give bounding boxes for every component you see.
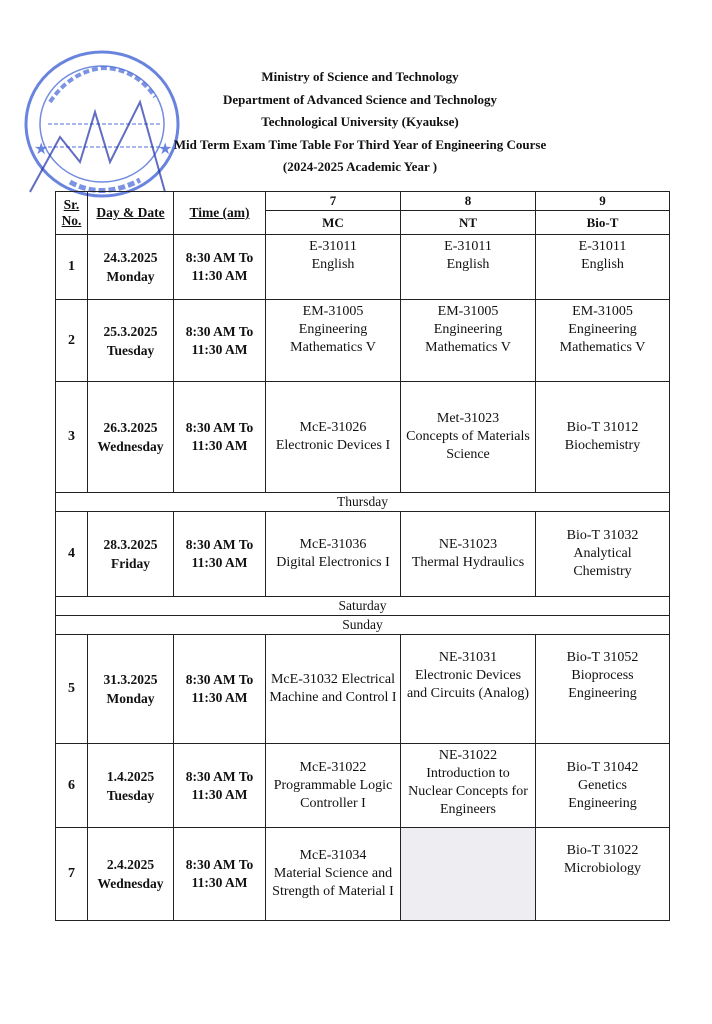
subject-line: Electronic Devices I (275, 438, 391, 453)
break-row (56, 597, 670, 616)
group-name: NT (401, 211, 536, 235)
subject-nt (401, 635, 536, 744)
subject-bio (536, 300, 670, 382)
subject-mc (266, 300, 401, 382)
subject-line: Programmable Logic (273, 777, 393, 793)
row-date: 26.3.2025 (103, 420, 158, 435)
subject-line: Genetics (578, 777, 627, 793)
group-number: 9 (536, 192, 670, 211)
table-row (56, 635, 670, 744)
subject-line: McE-31032 Electrical (270, 672, 395, 687)
row-date-cell (88, 512, 174, 597)
subject-line: McE-31026 (299, 420, 367, 435)
row-time-cell (174, 300, 266, 382)
header-department: Department of Advanced Science and Technology (222, 91, 498, 107)
subject-line: McE-31022 (299, 759, 367, 775)
subject-line: English (581, 257, 624, 272)
break-saturday: Saturday (56, 597, 670, 616)
subject-mc (266, 512, 401, 597)
subject-line: Microbiology (564, 861, 641, 876)
subject-line: Engineering (433, 322, 503, 337)
row-time-start: 8:30 AM To (185, 857, 254, 872)
subject-nt (401, 512, 536, 597)
row-day: Friday (111, 556, 150, 571)
subject-line: EM-31005 (302, 304, 364, 319)
row-day: Wednesday (97, 876, 164, 891)
subject-line: Engineering (568, 795, 637, 811)
row-time-cell (174, 512, 266, 597)
header-title: Mid Term Exam Time Table For Third Year of Engineering Course (173, 136, 547, 152)
row-date-cell (88, 828, 174, 921)
subject-line: McE-31034 (299, 848, 367, 863)
subject-mc (266, 635, 401, 744)
row-date-cell (88, 382, 174, 493)
row-time-end: 11:30 AM (191, 875, 248, 890)
break-row (56, 616, 670, 635)
row-date: 25.3.2025 (103, 323, 158, 339)
subject-line: E-31011 (578, 239, 627, 254)
subject-mc (266, 382, 401, 493)
row-sr: 6 (56, 744, 88, 828)
subject-line: Engineering (568, 322, 637, 337)
break-sunday: Sunday (56, 616, 670, 635)
row-time-start: 8:30 AM To (185, 537, 254, 552)
row-date-cell (88, 744, 174, 828)
subject-line: Bio-T 31032 (566, 528, 639, 543)
subject-line: Engineers (440, 802, 496, 817)
row-time-cell (174, 828, 266, 921)
row-time-start: 8:30 AM To (185, 672, 254, 687)
table-row (56, 512, 670, 597)
row-date: 28.3.2025 (103, 537, 158, 552)
subject-line: E-31011 (444, 239, 492, 254)
subject-line: Engineering (568, 686, 637, 701)
header-day-date: Day & Date (88, 192, 174, 235)
subject-line: Controller I (300, 795, 366, 811)
header-university: Technological University (Kyaukse) (261, 114, 459, 129)
row-date-cell (88, 235, 174, 300)
subject-bio (536, 744, 670, 828)
subject-line: EM-31005 (437, 304, 499, 319)
row-sr: 1 (56, 235, 88, 300)
subject-line: Bio-T 31012 (566, 420, 639, 435)
subject-line: Engineering (298, 322, 368, 337)
subject-bio (536, 635, 670, 744)
subject-line: EM-31005 (572, 304, 633, 319)
row-sr: 5 (56, 635, 88, 744)
subject-line: Met-31023 (436, 411, 500, 426)
group-number: 7 (266, 192, 401, 211)
exam-timetable (55, 191, 670, 921)
row-time-start: 8:30 AM To (185, 250, 254, 265)
subject-line: McE-31036 (299, 537, 367, 552)
subject-line: Machine and Control I (269, 690, 397, 705)
subject-line: Electronic Devices (414, 668, 522, 683)
group-name: Bio-T (536, 211, 670, 235)
row-time-end: 11:30 AM (191, 690, 248, 705)
row-time-cell (174, 382, 266, 493)
row-sr: 3 (56, 382, 88, 493)
table-row (56, 382, 670, 493)
subject-bio (536, 235, 670, 300)
svg-text:★: ★ (34, 141, 49, 158)
subject-line: Chemistry (573, 564, 632, 579)
header-ministry: Ministry of Science and Technology (261, 69, 459, 84)
table-row (56, 300, 670, 382)
subject-line: Concepts of Materials (406, 429, 530, 444)
subject-bio (536, 512, 670, 597)
subject-mc (266, 235, 401, 300)
break-row (56, 493, 670, 512)
subject-line: and Circuits (Analog) (406, 686, 530, 701)
subject-line: E-31011 (309, 239, 357, 254)
row-time-end: 11:30 AM (191, 268, 248, 283)
table-row (56, 235, 670, 300)
header-year: (2024-2025 Academic Year ) (282, 159, 438, 174)
subject-line: Thermal Hydraulics (411, 555, 525, 570)
subject-bio (536, 382, 670, 493)
subject-line: Nuclear Concepts for (408, 784, 528, 799)
row-time-cell (174, 635, 266, 744)
row-day: Tuesday (106, 342, 155, 358)
subject-line: Mathematics V (559, 340, 646, 355)
row-date: 1.4.2025 (106, 768, 155, 784)
subject-line: NE-31023 (438, 537, 498, 552)
subject-mc (266, 744, 401, 828)
subject-nt (401, 382, 536, 493)
subject-line: Bio-T 31052 (566, 650, 639, 665)
group-name: MC (266, 211, 401, 235)
row-sr: 2 (56, 300, 88, 382)
break-thursday: Thursday (56, 493, 670, 512)
table-row (56, 828, 670, 921)
document-header (150, 66, 570, 179)
subject-line: Mathematics V (425, 340, 511, 355)
row-date-cell (88, 635, 174, 744)
subject-line: Strength of Material I (272, 884, 394, 899)
row-time-end: 11:30 AM (191, 555, 248, 570)
row-day: Monday (106, 691, 155, 706)
subject-line: English (311, 257, 355, 272)
subject-line: Science (446, 447, 490, 462)
row-time-cell (174, 235, 266, 300)
svg-text:★: ★ (158, 141, 173, 158)
row-time-end: 11:30 AM (191, 438, 248, 453)
subject-nt (401, 744, 536, 828)
row-time-end: 11:30 AM (191, 786, 248, 802)
table-row (56, 744, 670, 828)
row-time-end: 11:30 AM (191, 341, 248, 357)
row-date-cell (88, 300, 174, 382)
subject-line: Bioprocess (571, 668, 634, 683)
subject-line: Mathematics V (290, 340, 376, 355)
subject-line: Introduction to (426, 766, 510, 781)
row-sr: 4 (56, 512, 88, 597)
group-number: 8 (401, 192, 536, 211)
subject-nt-empty (401, 828, 536, 921)
row-sr: 7 (56, 828, 88, 921)
subject-nt (401, 235, 536, 300)
header-sr-no: Sr. No. (56, 192, 88, 235)
subject-line: NE-31022 (438, 748, 498, 763)
subject-line: Bio-T 31042 (566, 759, 639, 775)
subject-line: English (446, 257, 490, 272)
subject-line: Analytical (573, 546, 632, 561)
subject-nt (401, 300, 536, 382)
row-day: Monday (106, 269, 155, 284)
subject-line: Biochemistry (564, 438, 641, 453)
row-date: 31.3.2025 (103, 672, 158, 687)
row-time-cell (174, 744, 266, 828)
subject-line: Digital Electronics I (276, 555, 390, 570)
row-time-start: 8:30 AM To (185, 768, 254, 784)
header-time: Time (am) (174, 192, 266, 235)
subject-line: NE-31031 (438, 650, 498, 665)
row-day: Wednesday (97, 439, 164, 454)
row-date: 2.4.2025 (106, 857, 155, 872)
row-date: 24.3.2025 (103, 250, 158, 265)
subject-mc (266, 828, 401, 921)
subject-bio (536, 828, 670, 921)
row-time-start: 8:30 AM To (185, 323, 254, 339)
row-time-start: 8:30 AM To (185, 420, 254, 435)
subject-line: Material Science and (273, 866, 393, 881)
subject-line: Bio-T 31022 (566, 843, 639, 858)
row-day: Tuesday (106, 787, 155, 803)
